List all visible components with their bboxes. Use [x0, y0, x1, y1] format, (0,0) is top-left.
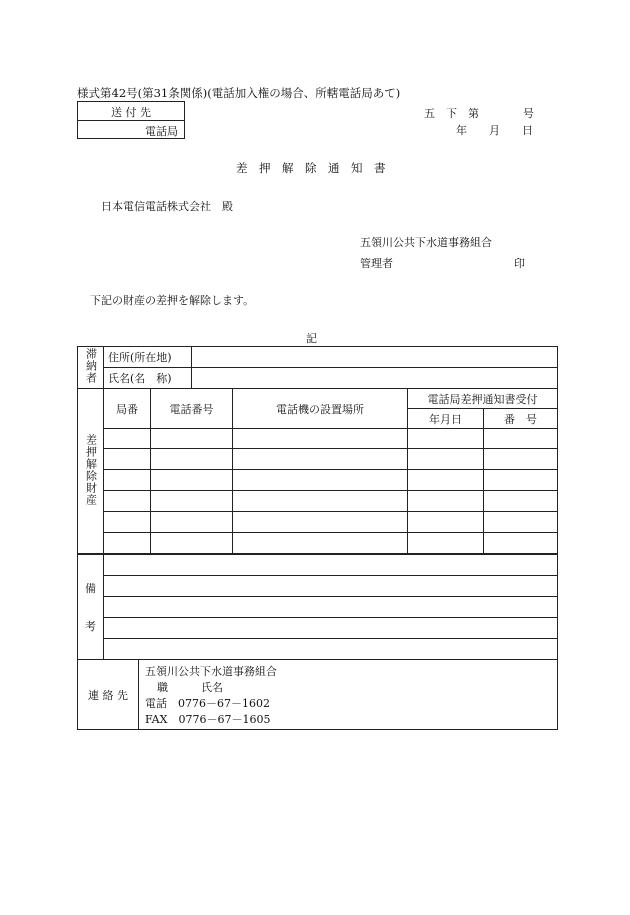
- remarks-line[interactable]: [104, 576, 558, 597]
- col-receipt-date: 年月日: [408, 409, 484, 429]
- cell[interactable]: [484, 491, 558, 512]
- doc-number: 五 下 第 号: [424, 107, 534, 120]
- remarks-label-cell: [78, 555, 104, 660]
- remarks-label-2: 考: [85, 620, 96, 633]
- cell[interactable]: [408, 470, 484, 491]
- contact-staff: 職 氏名: [157, 681, 223, 694]
- contact-organization: 五領川公共下水道事務組合: [145, 665, 277, 678]
- send-to-office: 電話局: [145, 125, 178, 138]
- cell[interactable]: [484, 533, 558, 554]
- cell[interactable]: [233, 449, 408, 470]
- property-table: [77, 388, 558, 554]
- address-label: 住所(所在地): [104, 347, 192, 368]
- property-row: [78, 491, 558, 512]
- cell[interactable]: [484, 449, 558, 470]
- send-to-box: [77, 101, 185, 139]
- property-row: [78, 512, 558, 533]
- cell[interactable]: [151, 449, 233, 470]
- delinquent-table: [77, 346, 558, 389]
- remarks-line[interactable]: [104, 639, 558, 660]
- cell[interactable]: [151, 491, 233, 512]
- send-to-label: 送 付 先: [111, 106, 151, 119]
- col-office-code: 局番: [104, 389, 151, 429]
- notice-text: 下記の財産の差押を解除します。: [90, 294, 255, 307]
- property-row: [78, 470, 558, 491]
- cell[interactable]: [408, 429, 484, 449]
- name-label: 氏名(名 称): [104, 368, 192, 389]
- contact-table: [77, 659, 558, 730]
- cell[interactable]: [151, 512, 233, 533]
- col-installation-location: 電話機の設置場所: [233, 389, 408, 429]
- cell[interactable]: [151, 429, 233, 449]
- form-title: 様式第42号(第31条関係)(電話加入権の場合、所轄電話局あて): [77, 86, 401, 100]
- ki-heading: 記: [306, 332, 317, 345]
- contact-fax: FAX 0776－67－1605: [145, 713, 271, 726]
- cell[interactable]: [484, 470, 558, 491]
- name-field[interactable]: [192, 368, 558, 389]
- cell[interactable]: [104, 533, 151, 554]
- seal-mark: 印: [514, 257, 525, 270]
- property-label: 差押解除財産: [84, 433, 98, 506]
- addressee: 日本電信電話株式会社 殿: [101, 200, 233, 213]
- cell[interactable]: [408, 512, 484, 533]
- cell[interactable]: [408, 491, 484, 512]
- contact-phone: 電話 0776－67－1602: [145, 697, 270, 710]
- cell[interactable]: [233, 533, 408, 554]
- col-receipt-number: 番 号: [484, 409, 558, 429]
- contact-details: [139, 660, 558, 730]
- cell[interactable]: [408, 449, 484, 470]
- cell[interactable]: [104, 491, 151, 512]
- address-field[interactable]: [192, 347, 558, 368]
- delinquent-label: 滞納者: [84, 348, 98, 384]
- contact-label: 連 絡 先: [78, 660, 139, 730]
- cell[interactable]: [233, 512, 408, 533]
- cell[interactable]: [233, 470, 408, 491]
- col-receipt-group: 電話局差押通知書受付: [408, 389, 558, 409]
- property-row: [78, 533, 558, 554]
- issue-date: 年 月 日: [456, 124, 533, 137]
- delinquent-label-cell: [78, 347, 104, 389]
- remarks-label-1: 備: [85, 582, 96, 595]
- sender-organization: 五領川公共下水道事務組合: [360, 236, 492, 249]
- cell[interactable]: [151, 470, 233, 491]
- property-label-cell: [78, 389, 104, 554]
- remarks-line[interactable]: [104, 618, 558, 639]
- remarks-line[interactable]: [104, 597, 558, 618]
- cell[interactable]: [233, 491, 408, 512]
- cell[interactable]: [104, 512, 151, 533]
- property-row: [78, 449, 558, 470]
- document-title: 差 押 解 除 通 知 書: [236, 161, 386, 175]
- property-row: [78, 429, 558, 449]
- cell[interactable]: [484, 429, 558, 449]
- sender-role: 管理者: [360, 257, 393, 270]
- cell[interactable]: [408, 533, 484, 554]
- col-phone-number: 電話番号: [151, 389, 233, 429]
- remarks-line[interactable]: [104, 555, 558, 576]
- cell[interactable]: [104, 470, 151, 491]
- cell[interactable]: [104, 449, 151, 470]
- remarks-table: [77, 554, 558, 660]
- cell[interactable]: [151, 533, 233, 554]
- cell[interactable]: [233, 429, 408, 449]
- cell[interactable]: [484, 512, 558, 533]
- cell[interactable]: [104, 429, 151, 449]
